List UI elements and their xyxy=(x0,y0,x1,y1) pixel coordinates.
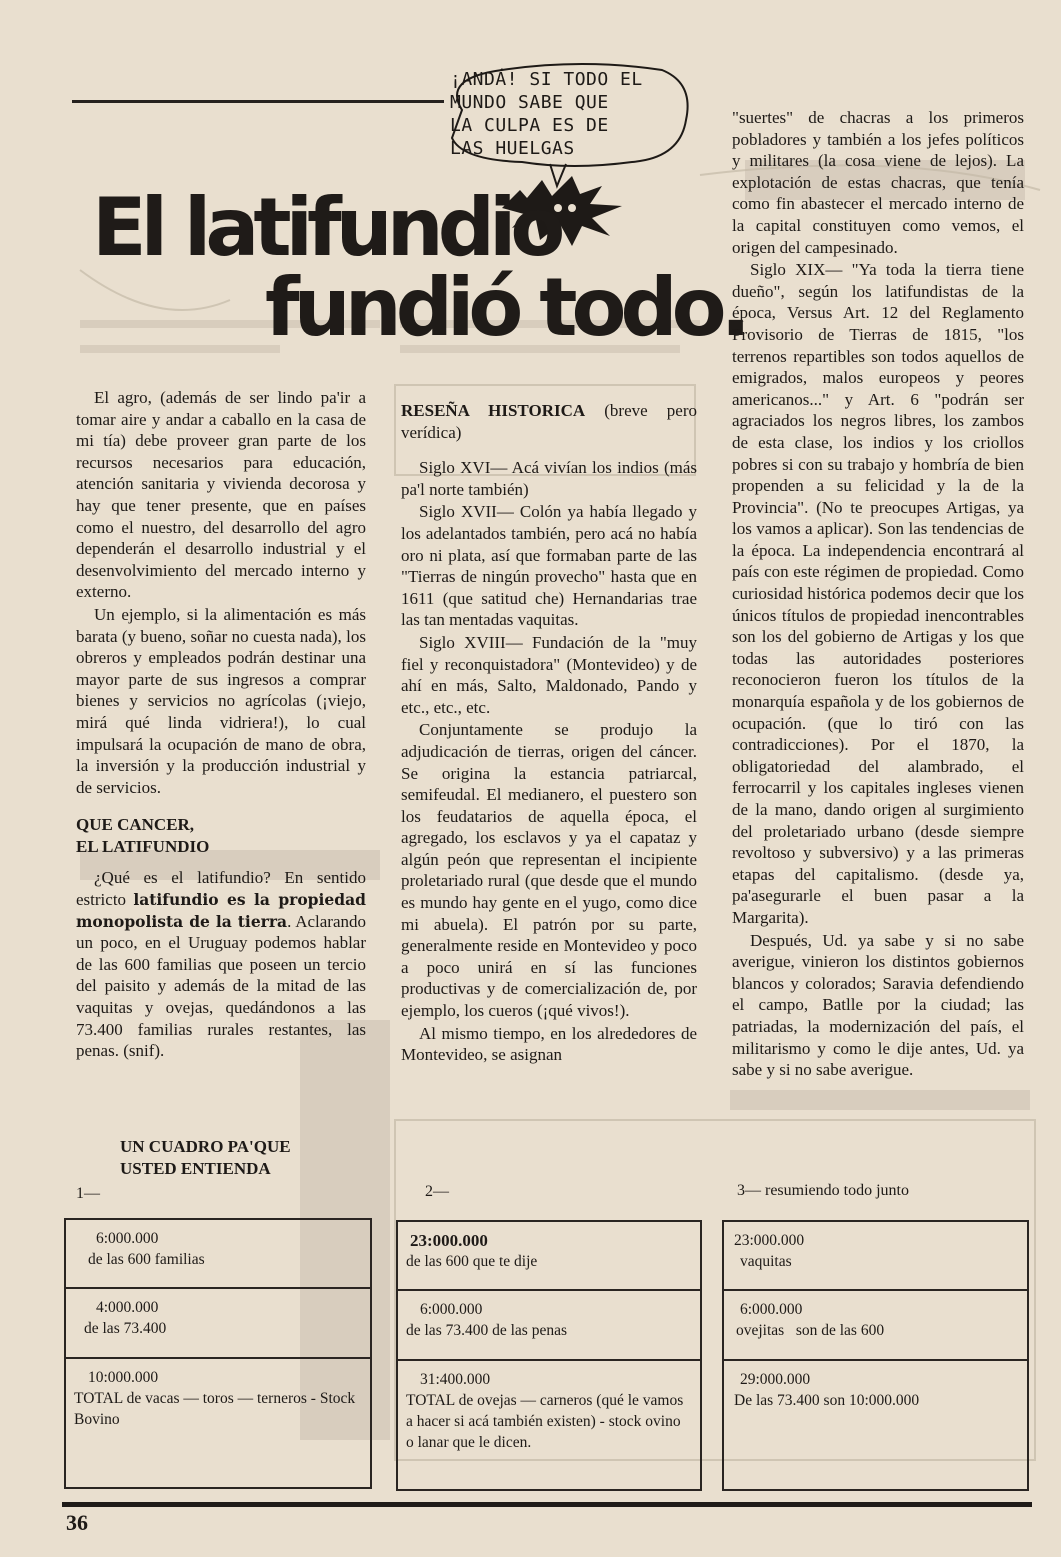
box-text: ovejitas son de las 600 xyxy=(736,1322,885,1339)
box-text: de las 600 familias xyxy=(88,1251,205,1268)
bubble-line: ¡ANDÁ! SI TODO EL xyxy=(450,69,643,90)
box-value: 10:000.000 xyxy=(88,1369,159,1386)
headline-line-1: El latifundio xyxy=(92,181,560,274)
box-value: 29:000.000 xyxy=(740,1371,811,1388)
box-cell xyxy=(723,1290,1028,1360)
box-cell xyxy=(65,1288,371,1358)
column-1 xyxy=(76,387,366,1062)
box-value: 31:400.000 xyxy=(420,1371,491,1388)
cuadro-title-line: USTED ENTIENDA xyxy=(120,1159,271,1178)
box-text: TOTAL de vacas — toros — terneros - Stock Bovino xyxy=(74,1390,356,1428)
heading-line: QUE CANCER, xyxy=(76,815,195,835)
paragraph xyxy=(76,867,366,1061)
paragraph: Siglo XVII— Colón ya había llegado y los adelantados también, pero acá no había oro ni plata, así que formaban parte de las "Tierras de ningún provecho" hasta que en 1611 (que satitud che) Hernandarias trae las tan mentadas vaquitas. xyxy=(401,502,697,630)
paragraph: Al mismo tiempo, en los alrededores de Montevideo, se asignan xyxy=(401,1023,697,1065)
bubble-line: LA CULPA ES DE xyxy=(450,115,609,136)
box-cell xyxy=(397,1221,701,1290)
heading-line: EL LATIFUNDIO xyxy=(76,836,210,856)
cuadro-title-line: UN CUADRO PA'QUE xyxy=(120,1137,291,1156)
heading-rest: (breve pero verídica) xyxy=(401,401,697,442)
box-value: 6:000.000 xyxy=(96,1230,159,1247)
box-text: De las 73.400 son 10:000.000 xyxy=(734,1392,920,1409)
header-rule xyxy=(72,100,444,103)
box-text: de las 600 que te dije xyxy=(406,1253,538,1270)
box-cell xyxy=(397,1290,701,1360)
summary-box-1 xyxy=(64,1218,372,1489)
box-label-2: 2— xyxy=(425,1183,449,1200)
box-text: vaquitas xyxy=(740,1253,792,1270)
box-text: de las 73.400 de las penas xyxy=(406,1322,567,1339)
box-cell xyxy=(65,1358,371,1488)
text-run: ¿Qué es el latifundio? En sentido estricto xyxy=(76,868,366,910)
box-value: 6:000.000 xyxy=(420,1301,483,1318)
column-3 xyxy=(732,107,1024,1081)
bubble-line: LAS HUELGAS xyxy=(450,138,575,159)
page-number: 36 xyxy=(66,1510,88,1535)
box-text: TOTAL de ovejas — carneros (qué le vamos a hacer si acá también existen) - stock ovino o lanar que le dicen. xyxy=(406,1392,684,1451)
box-value: 23:000.000 xyxy=(734,1232,805,1249)
paragraph: Después, Ud. ya sabe y si no sabe averigue, vinieron los distintos gobiernos blancos y colorados; Saravia defendiendo el campo, Batlle por la ciudad; las patriadas, la modernización del país, el militarismo y como le dije antes, Ud. ya sabe y si no sabe averigue. xyxy=(732,930,1024,1080)
box-value: 4:000.000 xyxy=(96,1299,159,1316)
summary-box-2 xyxy=(396,1220,702,1491)
box-text: de las 73.400 xyxy=(84,1320,167,1337)
text-run: . Aclarando un poco, en el Uruguay podemos hablar de las 600 familias que poseen un tercio del paisito y además de la mitad de las vaquitas y ovejas, quedándonos a las 73.400 familias rurales restantes, las penas. (snif). xyxy=(76,911,366,1061)
bubble-line: MUNDO SABE QUE xyxy=(450,92,609,113)
paragraph: Siglo XVIII— Fundación de la "muy fiel y reconquistadora" (Montevideo) y de ahí en más, Salto, Maldonado, Pando y etc., etc., etc. xyxy=(401,632,697,717)
heading-bold: RESEÑA HISTORICA xyxy=(401,401,586,420)
paragraph: Siglo XIX— "Ya toda la tierra tiene dueño", según los latifundistas de la época, Versus Art. 12 del Reglamento Provisorio de Tierras de 1815, "los terrenos repartibles son todos aquellos de emigrados, malos europeos y peores americanos..." y Art. 6 "podrán ser agraciados los negros libres, los zambos de esta clase, los indios y los criollos pobres si con su trabajo y hombría de bien propenden a su felicidad y la de la Provincia". (No te preocupes Artigas, ya los vamos a aplicar). Son las tendencias de la época. La independencia encontrará al país con este régimen de propiedad. Como curiosidad histórica podemos decir que los únicos títulos de propiedad inencontrables son los del gobierno de Artigas y los que todas las autoridades posteriores reconocieron fueron los títulos de la monarquía española y de los gobiernos de ocupación. (que lo tiró con las contradicciones). Por el 1870, la obligatoriedad del alambrado, el ferrocarril y los capitales ingleses vienen de la mano, dando origen al surgimiento del proletariado urbano (desde siempre revoltoso y subversivo) y a las primeras etapas del capitalismo. (desde ya, pa'asegurarle el buen pasar a la Margarita). xyxy=(732,260,1024,927)
headline-line-2: fundió todo. xyxy=(265,261,746,354)
paragraph: "suertes" de chacras a los primeros pobladores y también a los jefes políticos y militares (la cosa viene de lejos). La explotación de estas chacras, que tenía como fin abastecer el mercado interno de la capital constituyen como vemos, el origen del campesinado. xyxy=(732,108,1024,257)
bold-text-run: latifundio es la propiedad monopolista de la tierra xyxy=(76,890,366,931)
box-cell xyxy=(397,1360,701,1490)
cuadro-title xyxy=(120,1136,291,1180)
box-label-3: 3— resumiendo todo junto xyxy=(737,1182,909,1199)
footer-rule xyxy=(62,1502,1032,1507)
box-cell xyxy=(723,1360,1028,1490)
paragraph: Siglo XVI— Acá vivían los indios (más pa'l norte también) xyxy=(401,458,697,499)
summary-box-3 xyxy=(722,1220,1029,1491)
paragraph: El agro, (además de ser lindo pa'ir a tomar aire y andar a caballo en la casa de mi tía) debe proveer gran parte de los recursos necesarios para educación, atención sanitaria y vivienda decorosa y hay que tener presente, que en países como el nuestro, del desarrollo del agro dependerán el desarrollo industrial y el desenvolvimiento del mercado interno y externo. xyxy=(76,388,366,602)
box-value: 23:000.000 xyxy=(410,1231,488,1250)
section-heading xyxy=(401,400,697,443)
section-heading xyxy=(76,814,366,857)
speech-bubble-text xyxy=(450,68,685,160)
box-cell xyxy=(65,1219,371,1288)
column-2 xyxy=(401,400,697,1066)
box-value: 6:000.000 xyxy=(740,1301,803,1318)
box-cell xyxy=(723,1221,1028,1290)
box-label-1: 1— xyxy=(76,1185,100,1202)
paragraph: Un ejemplo, si la alimentación es más barata (y bueno, soñar no cuesta nada), los obreros y empleados podrán destinar una mayor parte de sus ingresos a comprar bienes y servicios no agrícolas (¡viejo, mirá qué linda vidriera!), lo cual impulsará la ocupación de mano de obra, la inversión y la producción industrial y de servicios. xyxy=(76,604,366,797)
paragraph: Conjuntamente se produjo la adjudicación de tierras, origen del cáncer. Se origina la estancia patriarcal, semifeudal. El medianero, el puestero son los feudatarios de aquella época, el agregado, los esclavos y ya el capataz y algún peón que representan el incipiente proletariado rural (que desde que el mundo es mundo hay gente en el yugo, como dice mi abuela). El patrón por su parte, generalmente reside en Montevideo y poco a poco unirá en sí las funciones productivas y de comercialización de, por ejemplo, los cueros (¡qué vivos!). xyxy=(401,720,697,1021)
